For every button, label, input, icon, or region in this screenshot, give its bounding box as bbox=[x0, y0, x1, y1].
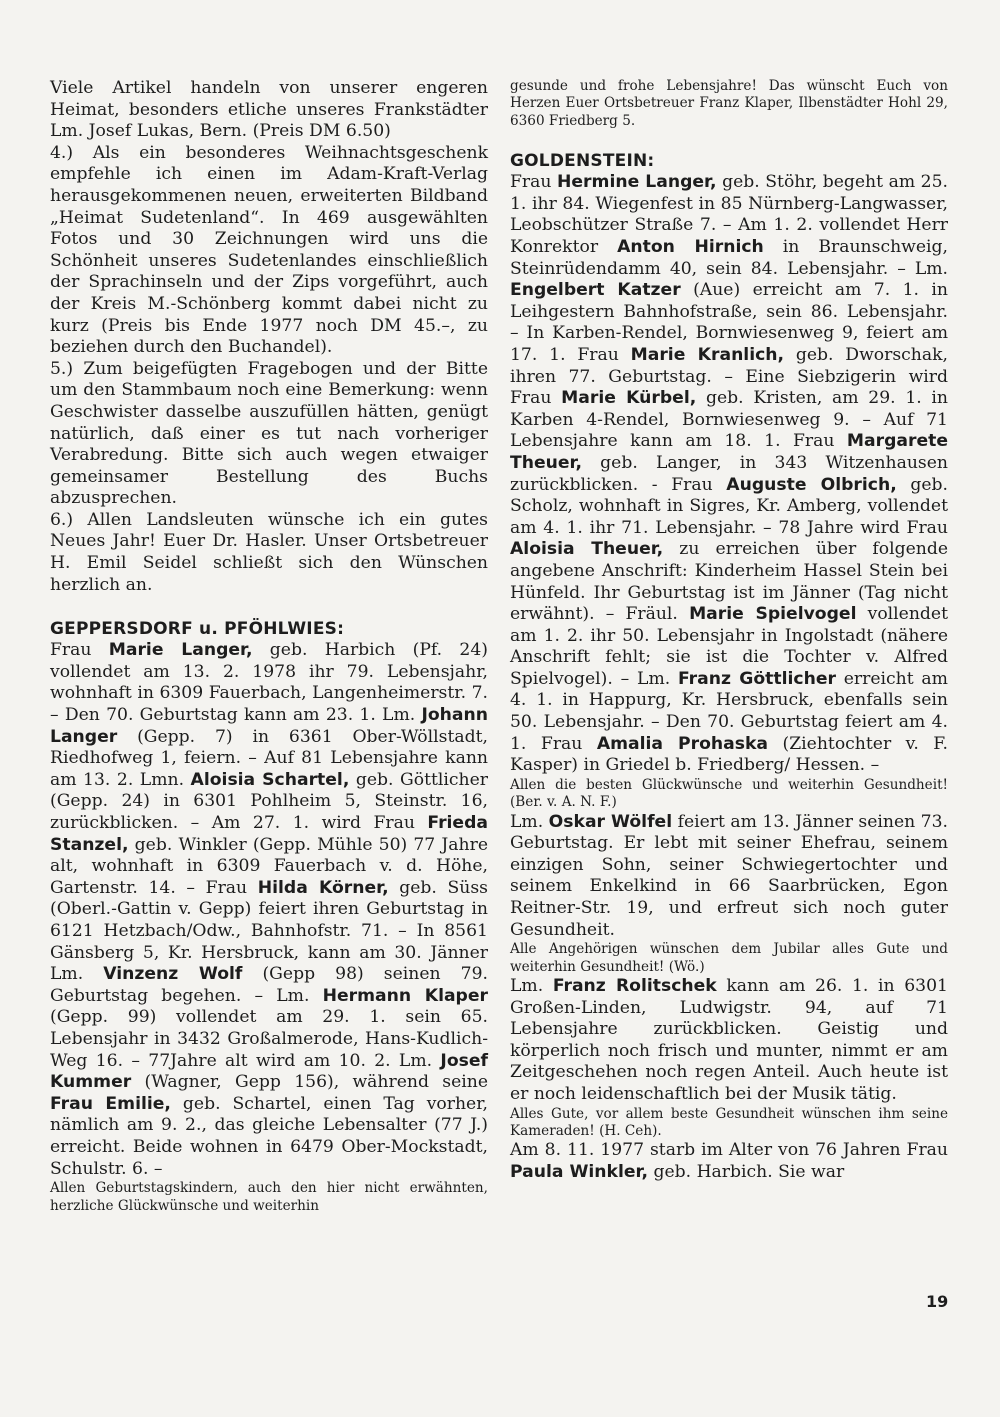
rolitschek-paragraph: Lm. Franz Rolitschek kann am 26. 1. in 6301 Großen-Linden, Ludwigstr. 94, auf 71 Lebensjahre zurückblicken. Geistig und körperlich noch frisch und munter, nimmt er am Zeitgeschehen noch regen Anteil. Auch heute ist er noch leidenschaftlich bei der Musik tätig. bbox=[510, 976, 948, 1104]
geppersdorf-greeting: Allen Geburtstagskindern, auch den hier nicht erwähnten, herzliche Glückwünsche und weiterhin bbox=[50, 1180, 488, 1214]
item-5-paragraph: 5.) Zum beigefügten Fragebogen und der Bitte um den Stammbaum noch eine Bemerkung: wenn Geschwister dasselbe auszufüllen hätten, genügt natürlich, daß einer es tut nach vorheriger Verabredung. Bitte sich auch wegen etwaiger gemeinsamer Bestellung des Buchs abzusprechen. bbox=[50, 358, 488, 509]
geppersdorf-paragraph: Frau Marie Langer, geb. Harbich (Pf. 24) vollendet am 13. 2. 1978 ihr 79. Lebensjahr, wohnhaft in 6309 Fauerbach, Langenheimerstr. 7. – Den 70. Geburtstag kann am 23. 1. Lm. Johann Langer (Gepp. 7) in 6361 Ober-Wöllstadt, Riedhofweg 1, feiern. – Auf 81 Lebensjahre kann am 13. 2. Lmn. Aloisia Schartel, geb. Göttlicher (Gepp. 24) in 6301 Pohlheim 5, Steinstr. 16, zurückblicken. – Am 27. 1. wird Frau Frieda Stanzel, geb. Winkler (Gepp. Mühle 50) 77 Jahre alt, wohnhaft in 6309 Fauerbach v. d. Höhe, Gartenstr. 14. – Frau Hilda Körner, geb. Süss (Oberl.-Gattin v. Gepp) feiert ihren Geburtstag in 6121 Hetzbach/Odw., Bahnhofstr. 71. – In 8561 Gänsberg 5, Kr. Hersbruck, kann am 30. Jänner Lm. Vinzenz Wolf (Gepp 98) seinen 79. Geburtstag begehen. – Lm. Hermann Klaper (Gepp. 99) vollendet am 29. 1. sein 65. Lebensjahr in 3432 Großalmerode, Hans-Kudlich-Weg 16. – 77Jahre alt wird am 10. 2. Lm. Josef Kummer (Wagner, Gepp 156), während seine Frau Emilie, geb. Schartel, einen Tag vorher, nämlich am 9. 2., das gleiche Lebensalter (77 J.) erreicht. Beide wohnen in 6479 Ober-Mockstadt, Schulstr. 6. – bbox=[50, 640, 489, 1179]
woelfel-paragraph: Lm. Oskar Wölfel feiert am 13. Jänner seinen 73. Geburtstag. Er lebt mit seiner Ehefrau, seinem einzigen Sohn, seiner Schwiegertochter und seinem Enkelkind in 66 Saarbrücken, Egon Reitner-Str. 19, und erfreut sich noch guter Gesundheit. bbox=[510, 811, 949, 940]
continuation-greeting: gesunde und frohe Lebensjahre! Das wünscht Euch von Herzen Euer Ortsbetreuer Franz Klaper, Ilbenstädter Hohl 29, 6360 Friedberg 5. bbox=[510, 78, 948, 129]
section-heading-goldenstein: GOLDENSTEIN: bbox=[510, 151, 655, 172]
section-heading-geppersdorf: GEPPERSDORF u. PFÖHLWIES: bbox=[50, 619, 345, 640]
item-4-paragraph: 4.) Als ein besonderes Weihnachtsgeschenk empfehle ich einen im Adam-Kraft-Verlag herausgekommenen neuen, erweiterten Bildband „Heimat Sudetenland“. In 469 ausgewählten Fotos und 30 Zeichnungen wird uns die Schönheit unseres Sudetenlandes einschließlich der Sprachinseln und der Zips vorgeführt, auch der Kreis M.-Schönberg kommt dabei nicht zu kurz (Preis bis Ende 1977 noch DM 45.–, zu beziehen durch den Buchandel). bbox=[50, 142, 488, 358]
intro-paragraph: Viele Artikel handeln von unserer engeren Heimat, besonders etliche unseres Frankstädter Lm. Josef Lukas, Bern. (Preis DM 6.50) bbox=[50, 78, 488, 142]
page-number: 19 bbox=[926, 1292, 949, 1311]
obituary-paragraph: Am 8. 11. 1977 starb im Alter von 76 Jahren Frau Paula Winkler, geb. Harbich. Sie war bbox=[510, 1140, 948, 1182]
goldenstein-paragraph: Frau Hermine Langer, geb. Stöhr, begeht am 25. 1. ihr 84. Wiegenfest in 85 Nürnberg-Langwasser, Leobschützer Straße 7. – Am 1. 2. vollendet Herr Konrektor Anton Hirnich in Braunschweig, Steinrüdendamm 40, sein 84. Lebensjahr. – Lm. Engelbert Katzer (Aue) erreicht am 7. 1. in Leihgestern Bahnhofstraße, sein 86. Lebensjahr. – In Karben-Rendel, Bornwiesenweg 9, feiert am 17. 1. Frau Marie Kranlich, geb. Dworschak, ihren 77. Geburtstag. – Eine Siebzigerin wird Frau Marie Kürbel, geb. Kristen, am 29. 1. in Karben 4-Rendel, Bornwiesenweg 9. – Auf 71 Lebensjahre kann am 18. 1. Frau Margarete Theuer, geb. Langer, in 343 Witzenhausen zurückblicken. - Frau Auguste Olbrich, geb. Scholz, wohnhaft in Sigres, Kr. Amberg, vollendet am 4. 1. ihr 71. Lebensjahr. – 78 Jahre wird Frau Aloisia Theuer, zu erreichen über folgende angebene Anschrift: Kinderheim Hassel Stein bei Hünfeld. Ihr Geburtstag ist im Jänner (Tag nicht erwähnt). – Fräul. Marie Spielvogel vollendet am 1. 2. ihr 50. Lebensjahr in Ingolstadt (nähere Anschrift fehlt; sie ist die Tochter v. Alfred Spielvogel). – Lm. Franz Göttlicher erreicht am 4. 1. in Happurg, Kr. Hersbruck, ebenfalls sein 50. Lebensjahr. – Den 70. Geburtstag feiert am 4. 1. Frau Amalia Prohaska (Ziehtochter v. F. Kasper) in Griedel b. Friedberg/ Hessen. – bbox=[510, 172, 949, 776]
left-column bbox=[50, 78, 488, 1215]
item-6-paragraph: 6.) Allen Landsleuten wünsche ich ein gutes Neues Jahr! Euer Dr. Hasler. Unser Ortsbetreuer H. Emil Seidel schließt sich den Wünschen herzlich an. bbox=[50, 509, 488, 595]
rolitschek-greeting: Alles Gute, vor allem beste Gesundheit wünschen ihm seine Kameraden! (H. Ceh). bbox=[510, 1105, 948, 1139]
woelfel-greeting: Alle Angehörigen wünschen dem Jubilar alles Gute und weiterhin Gesundheit! (Wö.) bbox=[510, 941, 948, 975]
right-column bbox=[510, 78, 948, 1184]
goldenstein-greeting: Allen die besten Glückwünsche und weiterhin Gesundheit! (Ber. v. A. N. F.) bbox=[510, 776, 948, 811]
